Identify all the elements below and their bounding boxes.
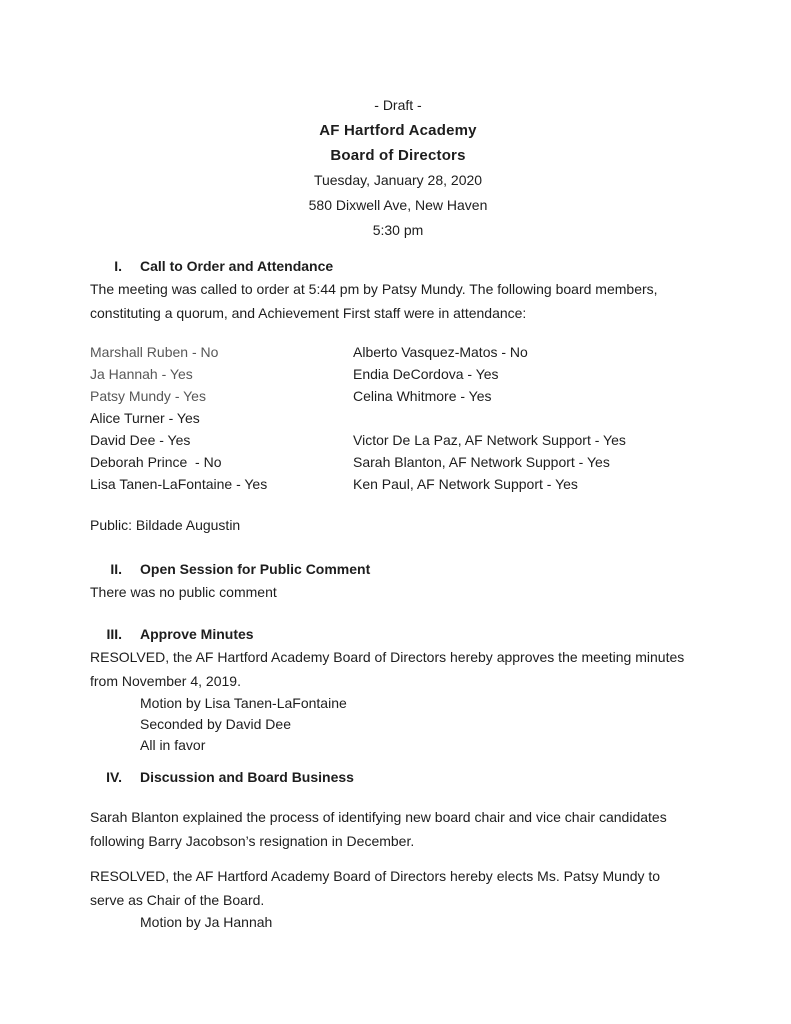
section-3-body <box>90 645 706 693</box>
public-attendees: Public: Bildade Augustin <box>90 517 241 533</box>
paragraph-line: There was no public comment <box>90 584 277 600</box>
attendance-item: Deborah Prince - No <box>90 454 222 470</box>
section-4-paragraph-2 <box>90 864 706 912</box>
attendance-item: Ja Hannah - Yes <box>90 366 193 382</box>
attendance-item-empty <box>353 407 706 429</box>
draft-label: - Draft - <box>374 97 422 113</box>
attendance-item: Sarah Blanton, AF Network Support - Yes <box>353 454 610 470</box>
section-2-heading <box>90 558 706 580</box>
section-1-heading <box>90 255 706 277</box>
attendance-item: Alice Turner - Yes <box>90 410 200 426</box>
paragraph-line: RESOLVED, the AF Hartford Academy Board of Directors hereby elects Ms. Patsy Mundy to <box>90 868 661 884</box>
paragraph-line: constituting a quorum, and Achievement First staff were in attendance: <box>90 305 527 321</box>
document-header <box>90 93 706 243</box>
document-title: AF Hartford Academy <box>319 122 477 139</box>
section-3-heading <box>90 623 706 645</box>
attendance-item: Marshall Ruben - No <box>90 344 219 360</box>
meeting-address: 580 Dixwell Ave, New Haven <box>308 197 488 213</box>
section-4-numeral: IV. <box>106 769 122 785</box>
section-1-numeral: I. <box>114 258 122 274</box>
motion-line: All in favor <box>140 737 206 753</box>
section-1-title: Call to Order and Attendance <box>140 258 334 274</box>
paragraph-line: RESOLVED, the AF Hartford Academy Board of Directors hereby approves the meeting minutes <box>90 649 685 665</box>
motion-line: Motion by Lisa Tanen-LaFontaine <box>140 695 347 711</box>
meeting-date: Tuesday, January 28, 2020 <box>313 172 483 188</box>
attendance-item: Endia DeCordova - Yes <box>353 366 499 382</box>
section-3-title: Approve Minutes <box>140 626 254 642</box>
attendance-item: Ken Paul, AF Network Support - Yes <box>353 476 578 492</box>
paragraph-line: The meeting was called to order at 5:44 pm by Patsy Mundy. The following board members, <box>90 281 658 297</box>
section-3-motions <box>90 693 706 756</box>
attendance-item: Victor De La Paz, AF Network Support - Yes <box>353 432 626 448</box>
section-2-numeral: II. <box>110 561 122 577</box>
attendance-list <box>90 341 706 495</box>
paragraph-line: from November 4, 2019. <box>90 673 241 689</box>
section-4-heading <box>90 766 706 788</box>
section-3-numeral: III. <box>106 626 122 642</box>
motion-line: Motion by Ja Hannah <box>140 914 273 930</box>
meeting-time: 5:30 pm <box>372 222 424 238</box>
section-4-title: Discussion and Board Business <box>140 769 354 785</box>
paragraph-line: Sarah Blanton explained the process of identifying new board chair and vice chair candidates <box>90 809 667 825</box>
motion-line: Seconded by David Dee <box>140 716 291 732</box>
document-subtitle: Board of Directors <box>330 147 466 164</box>
attendance-item: Alberto Vasquez-Matos - No <box>353 344 528 360</box>
paragraph-line: following Barry Jacobson’s resignation in December. <box>90 833 415 849</box>
section-1-body <box>90 277 706 325</box>
paragraph-line: serve as Chair of the Board. <box>90 892 265 908</box>
section-2-body <box>90 580 706 604</box>
attendance-item: Celina Whitmore - Yes <box>353 388 492 404</box>
attendance-item: David Dee - Yes <box>90 432 191 448</box>
section-4-paragraph-1 <box>90 805 706 853</box>
attendance-item: Patsy Mundy - Yes <box>90 388 206 404</box>
section-2-title: Open Session for Public Comment <box>140 561 371 577</box>
section-4-motions <box>90 912 706 933</box>
attendance-item: Lisa Tanen-LaFontaine - Yes <box>90 476 268 492</box>
